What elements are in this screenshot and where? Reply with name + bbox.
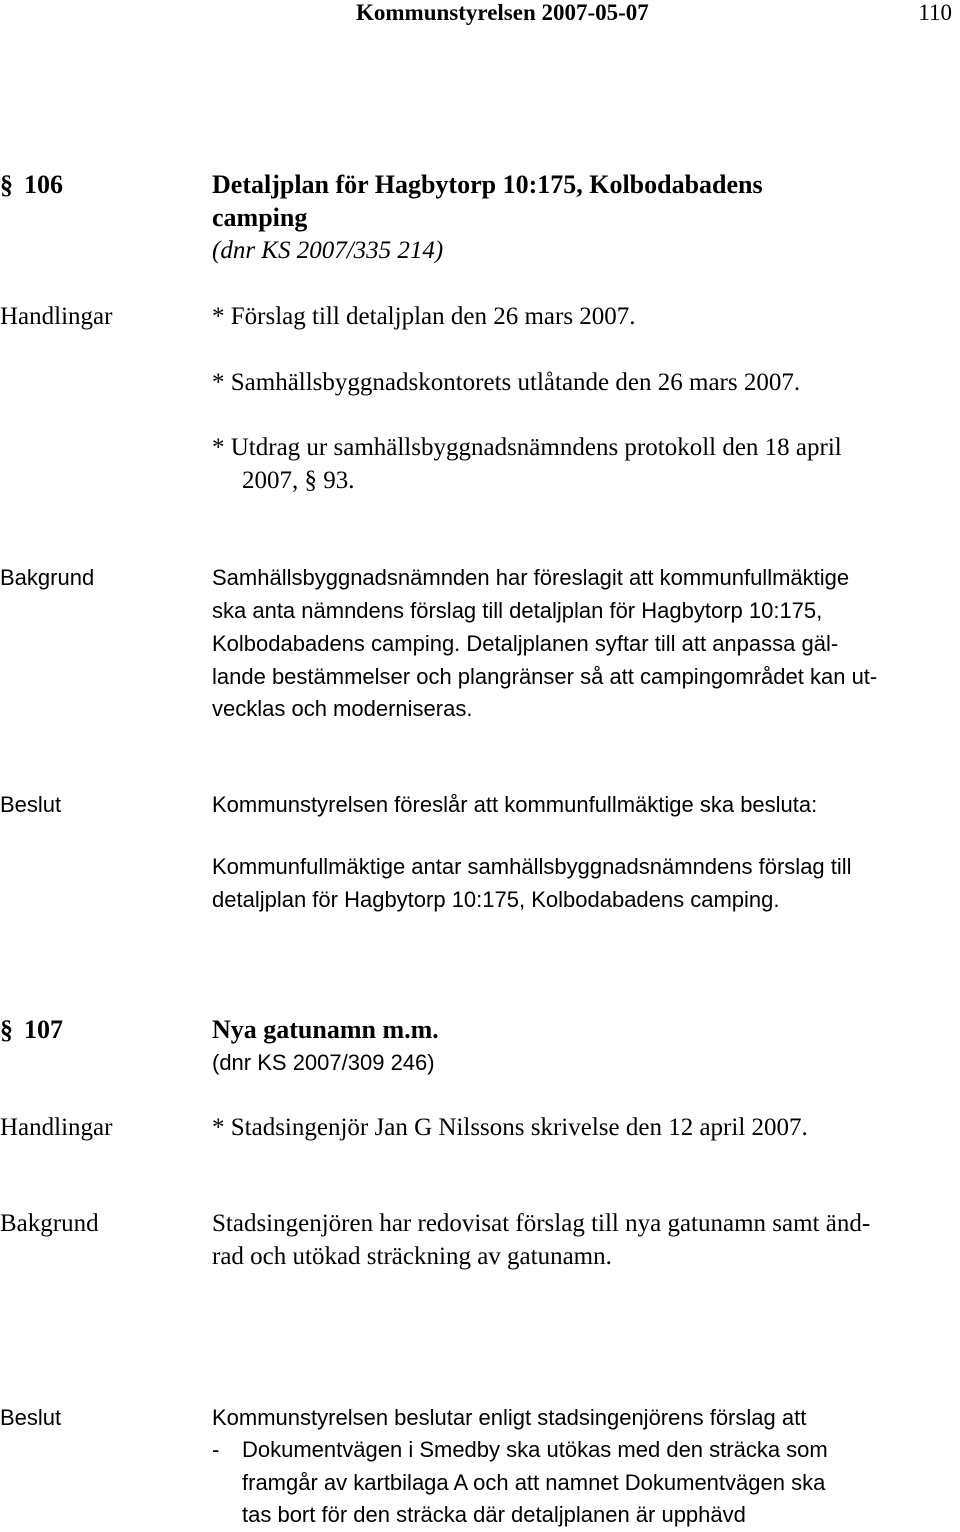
paragraph-icon: § [0,1015,13,1044]
page-number: 110 [918,0,952,25]
handlingar-item-cont: 2007, § 93. [242,467,355,494]
paragraph-icon: § [0,170,13,199]
beslut-line: Kommunfullmäktige antar samhällsbyggnadsnämndens förslag till [212,854,852,879]
handlingar-item: * Stadsingenjör Jan G Nilssons skrivelse den 12 april 2007. [212,1114,808,1141]
section-106-heading [0,168,63,201]
section-title-line: camping [212,203,308,232]
section-107-heading [0,1013,63,1046]
handlingar-item: * Utdrag ur samhällsbyggnadsnämndens protokoll den 18 april [212,434,842,461]
bakgrund-label: Bakgrund [0,1210,99,1237]
beslut-label: Beslut [0,1405,62,1430]
handlingar-item: * Förslag till detaljplan den 26 mars 2007. [212,303,636,330]
bullet-dash: - [212,1437,220,1462]
bakgrund-line: vecklas och moderniseras. [212,696,473,721]
section-title-line: Detaljplan för Hagbytorp 10:175, Kolbodabadens [212,170,763,199]
bakgrund-line: Stadsingenjören har redovisat förslag till nya gatunamn samt änd- [212,1210,871,1237]
dnr-reference: (dnr KS 2007/335 214) [212,237,444,264]
beslut-bullet-line: Dokumentvägen i Smedby ska utökas med den sträcka som [242,1437,828,1462]
bakgrund-label: Bakgrund [0,565,95,590]
beslut-line: detaljplan för Hagbytorp 10:175, Kolbodabadens camping. [212,887,780,912]
beslut-intro: Kommunstyrelsen beslutar enligt stadsingenjörens förslag att [212,1405,807,1430]
bakgrund-line: lande bestämmelser och plangränser så att campingområdet kan ut- [212,664,878,689]
dnr-reference: (dnr KS 2007/309 246) [212,1050,435,1075]
handlingar-label: Handlingar [0,303,113,330]
beslut-label: Beslut [0,792,62,817]
handlingar-label: Handlingar [0,1114,113,1141]
beslut-bullet-line: framgår av kartbilaga A och att namnet Dokumentvägen ska [242,1470,826,1495]
section-number: 107 [24,1015,63,1044]
beslut-line: Kommunstyrelsen föreslår att kommunfullmäktige ska besluta: [212,792,818,817]
bakgrund-line: rad och utökad sträckning av gatunamn. [212,1243,612,1270]
bakgrund-line: Kolbodabadens camping. Detaljplanen syftar till att anpassa gäl- [212,631,839,656]
bakgrund-line: Samhällsbyggnadsnämnden har föreslagit att kommunfullmäktige [212,565,850,590]
beslut-bullet-line: tas bort för den sträcka där detaljplanen är upphävd [242,1502,746,1527]
section-title-line: Nya gatunamn m.m. [212,1015,439,1044]
handlingar-item: * Samhällsbyggnadskontorets utlåtande den 26 mars 2007. [212,369,801,396]
header-title: Kommunstyrelsen 2007-05-07 [356,0,649,25]
section-number: 106 [24,170,63,199]
bakgrund-line: ska anta nämndens förslag till detaljplan för Hagbytorp 10:175, [212,598,823,623]
